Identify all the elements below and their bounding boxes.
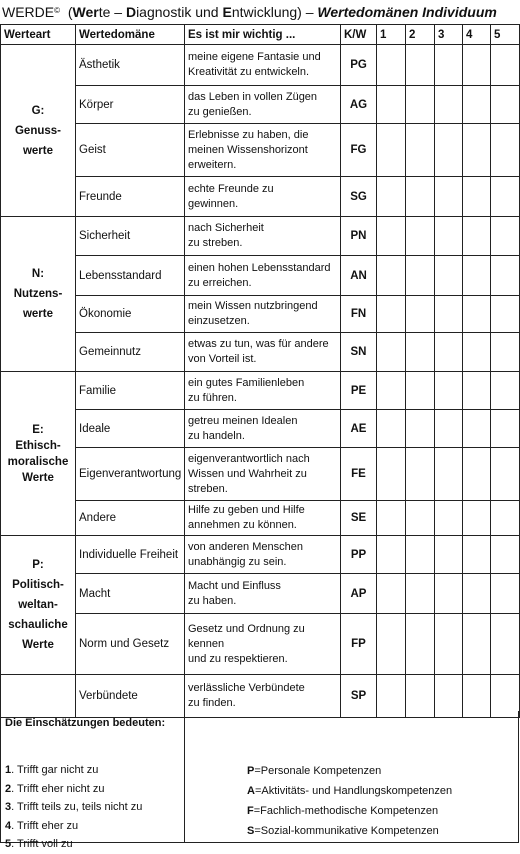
page-title (2, 2, 497, 24)
rating-cell-2[interactable] (406, 501, 435, 536)
rating-cell-2[interactable] (406, 536, 435, 574)
rating-cell-1[interactable] (377, 536, 406, 574)
werteart-label: weltan- (18, 599, 58, 611)
rating-cell-3[interactable] (435, 614, 463, 675)
rating-cell-3[interactable] (435, 256, 463, 296)
rating-cell-3[interactable] (435, 217, 463, 256)
rating-cell-5[interactable] (491, 124, 520, 177)
wichtig-line: erweitern. (188, 158, 237, 171)
competence-legend (247, 761, 452, 841)
wichtig-cell (185, 372, 341, 410)
competence-legend-item: F=Fachlich-methodische Kompetenzen (247, 805, 439, 817)
wichtig-cell (185, 448, 341, 501)
kw-code-cell: FE (341, 448, 377, 501)
rating-cell-1[interactable] (377, 501, 406, 536)
rating-cell-1[interactable] (377, 448, 406, 501)
wichtig-line: meine eigene Fantasie und (188, 51, 321, 63)
werteart-label: Nutzens- (13, 288, 63, 300)
werteart-label: werte (22, 144, 54, 157)
wichtig-cell (185, 536, 341, 574)
wertedomaene-cell: Lebensstandard (76, 256, 185, 296)
wichtig-cell (185, 86, 341, 124)
rating-cell-3[interactable] (435, 45, 463, 86)
rating-legend-item: 5. Trifft voll zu (5, 838, 73, 850)
table-header-row (1, 25, 520, 45)
wichtig-line: zu erreichen. (188, 276, 252, 289)
rating-cell-4[interactable] (463, 256, 491, 296)
werte-table (0, 24, 520, 718)
wichtig-cell (185, 256, 341, 296)
rating-cell-4[interactable] (463, 296, 491, 333)
wichtig-line: echte Freunde zu (188, 182, 274, 195)
wichtig-line: verlässliche Verbündete (188, 682, 305, 694)
table-body (1, 45, 520, 718)
competence-legend-item: S=Sozial-kommunikative Kompetenzen (247, 825, 439, 837)
legend-divider (184, 711, 185, 842)
rating-cell-1[interactable] (377, 296, 406, 333)
kw-code-cell: SN (341, 333, 377, 372)
wichtig-line: Macht und Einfluss (188, 579, 281, 592)
werteart-group-cell (1, 217, 76, 372)
rating-cell-3[interactable] (435, 448, 463, 501)
table-row (1, 536, 520, 574)
werteart-label: Ethisch- (15, 439, 61, 452)
rating-cell-4[interactable] (463, 217, 491, 256)
kw-code-cell: PN (341, 217, 377, 256)
rating-cell-3[interactable] (435, 372, 463, 410)
rating-cell-3[interactable] (435, 501, 463, 536)
rating-cell-5[interactable] (491, 372, 520, 410)
rating-cell-2[interactable] (406, 217, 435, 256)
rating-cell-2[interactable] (406, 448, 435, 501)
werteart-label: N: (31, 268, 45, 280)
werteart-label: E: (32, 423, 44, 436)
kw-code-cell: AN (341, 256, 377, 296)
wertedomaene-cell: Eigenverantwortung (76, 448, 185, 501)
header-werteart: Werteart (1, 25, 76, 45)
wichtig-line: annehmen zu können. (188, 519, 297, 531)
table-row (1, 256, 520, 296)
wichtig-line: eigenverantwortlich nach (188, 452, 310, 465)
rating-cell-5[interactable] (491, 333, 520, 372)
rating-cell-5[interactable] (491, 256, 520, 296)
wertedomaene-cell: Sicherheit (76, 217, 185, 256)
rating-cell-1[interactable] (377, 614, 406, 675)
wichtig-line: meinen Wissenshorizont (188, 143, 308, 156)
werteart-label: Werte (22, 639, 54, 651)
rating-cell-5[interactable] (491, 614, 520, 675)
rating-cell-1[interactable] (377, 124, 406, 177)
table-row (1, 614, 520, 675)
title-iagnostik: iagnostik und (136, 4, 223, 20)
rating-cell-3[interactable] (435, 86, 463, 124)
wichtig-cell (185, 333, 341, 372)
header-rating-4: 4 (463, 25, 491, 45)
wichtig-line: zu streben. (188, 237, 243, 249)
title-copyright: © (54, 6, 61, 15)
wertedomaene-cell: Körper (76, 86, 185, 124)
rating-cell-3[interactable] (435, 177, 463, 217)
wichtig-cell (185, 574, 341, 614)
werteart-label: G: (31, 104, 45, 117)
wertedomaene-cell: Gemeinnutz (76, 333, 185, 372)
rating-cell-4[interactable] (463, 614, 491, 675)
header-rating-2: 2 (406, 25, 435, 45)
wichtig-line: etwas zu tun, was für andere (188, 338, 329, 350)
rating-cell-2[interactable] (406, 333, 435, 372)
kw-code-cell: FN (341, 296, 377, 333)
table-row (1, 372, 520, 410)
rating-cell-5[interactable] (491, 296, 520, 333)
wichtig-line: Hilfe zu geben und Hilfe (188, 504, 305, 516)
wichtig-line: und zu respektieren. (188, 652, 288, 665)
header-wichtig: Es ist mir wichtig ... (185, 25, 341, 45)
wichtig-cell (185, 614, 341, 675)
rating-cell-4[interactable] (463, 372, 491, 410)
competence-legend-item: P=Personale Kompetenzen (247, 765, 382, 777)
wichtig-line: zu handeln. (188, 429, 245, 442)
rating-cell-1[interactable] (377, 574, 406, 614)
rating-cell-4[interactable] (463, 501, 491, 536)
rating-cell-2[interactable] (406, 574, 435, 614)
rating-cell-2[interactable] (406, 256, 435, 296)
rating-cell-2[interactable] (406, 45, 435, 86)
kw-code-cell: AP (341, 574, 377, 614)
header-rating-1: 1 (377, 25, 406, 45)
wichtig-cell (185, 177, 341, 217)
wichtig-line: von Vorteil ist. (188, 353, 257, 365)
rating-cell-1[interactable] (377, 217, 406, 256)
table-row (1, 296, 520, 333)
rating-cell-5[interactable] (491, 410, 520, 448)
table-row (1, 217, 520, 256)
header-wertedomaene: Wertedomäne (76, 25, 185, 45)
header-rating-5: 5 (491, 25, 520, 45)
header-rating-3: 3 (435, 25, 463, 45)
kw-code-cell: SG (341, 177, 377, 217)
wichtig-cell (185, 296, 341, 333)
kw-code-cell: AE (341, 410, 377, 448)
rating-cell-5[interactable] (491, 86, 520, 124)
wertedomaene-cell: Macht (76, 574, 185, 614)
rating-cell-3[interactable] (435, 574, 463, 614)
werteart-label: schauliche (8, 619, 68, 631)
rating-legend-item: 1. Trifft gar nicht zu (5, 764, 99, 776)
kw-code-cell: AG (341, 86, 377, 124)
wichtig-line: mein Wissen nutzbringend (188, 300, 318, 312)
wichtig-line: Kreativität zu entwickeln. (188, 66, 310, 78)
kw-code-cell: FP (341, 614, 377, 675)
werteart-label: moralische (7, 455, 69, 468)
rating-cell-2[interactable] (406, 372, 435, 410)
title-ntwicklung: ntwicklung) – (231, 4, 318, 20)
rating-legend-item: 4. Trifft eher zu (5, 819, 79, 832)
table-row (1, 45, 520, 86)
wertedomaene-cell: Andere (76, 501, 185, 536)
wertedomaene-cell: Norm und Gesetz (76, 614, 185, 675)
title-bold-wer: Wer (72, 4, 99, 20)
wichtig-line: von anderen Menschen (188, 540, 303, 553)
title-te: te – (98, 4, 126, 20)
wichtig-line: zu haben. (188, 594, 237, 607)
werteart-group-cell (1, 45, 76, 217)
wichtig-line: getreu meinen Idealen (188, 414, 298, 427)
wichtig-line: zu genießen. (188, 105, 252, 118)
rating-cell-1[interactable] (377, 45, 406, 86)
rating-cell-4[interactable] (463, 448, 491, 501)
wichtig-line: Wissen und Wahrheit zu (188, 467, 307, 480)
wertedomaene-cell: Individuelle Freiheit (76, 536, 185, 574)
table-row (1, 333, 520, 372)
rating-cell-1[interactable] (377, 86, 406, 124)
wertedomaene-cell: Verbündete (76, 675, 185, 718)
rating-cell-4[interactable] (463, 124, 491, 177)
rating-legend-item: 2. Trifft eher nicht zu (5, 782, 105, 795)
wichtig-line: einzusetzen. (188, 315, 250, 327)
rating-cell-2[interactable] (406, 124, 435, 177)
wichtig-cell (185, 410, 341, 448)
werteart-label: P: (32, 559, 44, 571)
rating-cell-5[interactable] (491, 574, 520, 614)
wichtig-line: kennen (188, 637, 225, 650)
wichtig-line: ein gutes Familienleben (188, 376, 305, 389)
title-werde: WERDE (2, 4, 55, 20)
kw-code-cell: SP (341, 675, 377, 718)
title-bold-e: E (222, 4, 232, 20)
rating-cell-2[interactable] (406, 177, 435, 217)
rating-cell-1[interactable] (377, 372, 406, 410)
rating-cell-4[interactable] (463, 574, 491, 614)
rating-cell-2[interactable] (406, 296, 435, 333)
rating-cell-4[interactable] (463, 86, 491, 124)
wichtig-line: zu finden. (188, 697, 236, 709)
rating-cell-4[interactable] (463, 177, 491, 217)
rating-cell-2[interactable] (406, 410, 435, 448)
werteart-label: werte (22, 308, 54, 320)
wertedomaene-cell: Ökonomie (76, 296, 185, 333)
rating-cell-2[interactable] (406, 614, 435, 675)
table-row (1, 448, 520, 501)
wichtig-line: streben. (188, 482, 228, 495)
table-row (1, 574, 520, 614)
title-bold-d: D (125, 4, 137, 20)
rating-cell-3[interactable] (435, 333, 463, 372)
rating-cell-4[interactable] (463, 45, 491, 86)
wichtig-line: gewinnen. (188, 197, 239, 210)
rating-legend (5, 761, 142, 854)
header-kw: K/W (341, 25, 377, 45)
table-row (1, 501, 520, 536)
rating-cell-5[interactable] (491, 501, 520, 536)
wichtig-cell (185, 124, 341, 177)
wichtig-line: Gesetz und Ordnung zu (188, 622, 305, 635)
competence-legend-item: A=Aktivitäts- und Handlungskompetenzen (247, 785, 453, 797)
kw-code-cell: FG (341, 124, 377, 177)
werteart-label: Genuss- (14, 124, 61, 137)
werteart-label: Politisch- (12, 579, 64, 591)
rating-cell-5[interactable] (491, 536, 520, 574)
rating-cell-3[interactable] (435, 536, 463, 574)
rating-cell-5[interactable] (491, 45, 520, 86)
rating-cell-5[interactable] (491, 448, 520, 501)
kw-code-cell: PP (341, 536, 377, 574)
rating-cell-3[interactable] (435, 296, 463, 333)
rating-cell-4[interactable] (463, 333, 491, 372)
kw-code-cell: PG (341, 45, 377, 86)
wichtig-line: unabhängig zu sein. (188, 555, 287, 568)
table-row (1, 124, 520, 177)
wichtig-line: einen hohen Lebensstandard (188, 261, 331, 274)
wertedomaene-cell: Ideale (76, 410, 185, 448)
rating-cell-3[interactable] (435, 124, 463, 177)
rating-cell-1[interactable] (377, 333, 406, 372)
title-italic: Wertedomänen Individuum (317, 4, 497, 20)
werteart-group-cell (1, 536, 76, 675)
rating-cell-1[interactable] (377, 177, 406, 217)
werteart-label: Werte (22, 471, 54, 484)
table-row (1, 177, 520, 217)
title-paren: ( (67, 4, 73, 20)
wichtig-line: Erlebnisse zu haben, die (188, 128, 309, 141)
legend-heading: Die Einschätzungen bedeuten: (5, 717, 166, 729)
wichtig-cell (185, 45, 341, 86)
rating-cell-4[interactable] (463, 536, 491, 574)
rating-cell-1[interactable] (377, 410, 406, 448)
rating-cell-3[interactable] (435, 410, 463, 448)
rating-cell-1[interactable] (377, 256, 406, 296)
kw-code-cell: PE (341, 372, 377, 410)
wertedomaene-cell: Familie (76, 372, 185, 410)
wichtig-line: zu führen. (188, 391, 237, 404)
rating-cell-5[interactable] (491, 177, 520, 217)
rating-legend-item: 3. Trifft teils zu, teils nicht zu (5, 801, 143, 813)
legend-box (0, 711, 519, 850)
rating-cell-4[interactable] (463, 410, 491, 448)
wichtig-cell (185, 217, 341, 256)
wichtig-cell (185, 501, 341, 536)
wichtig-line: das Leben in vollen Zügen (188, 90, 318, 103)
table-row (1, 410, 520, 448)
wertedomaene-cell: Geist (76, 124, 185, 177)
wichtig-line: nach Sicherheit (188, 222, 264, 234)
werteart-group-cell (1, 372, 76, 536)
kw-code-cell: SE (341, 501, 377, 536)
rating-cell-5[interactable] (491, 217, 520, 256)
wertedomaene-cell: Freunde (76, 177, 185, 217)
wertedomaene-cell: Ästhetik (76, 45, 185, 86)
table-row (1, 86, 520, 124)
rating-cell-2[interactable] (406, 86, 435, 124)
